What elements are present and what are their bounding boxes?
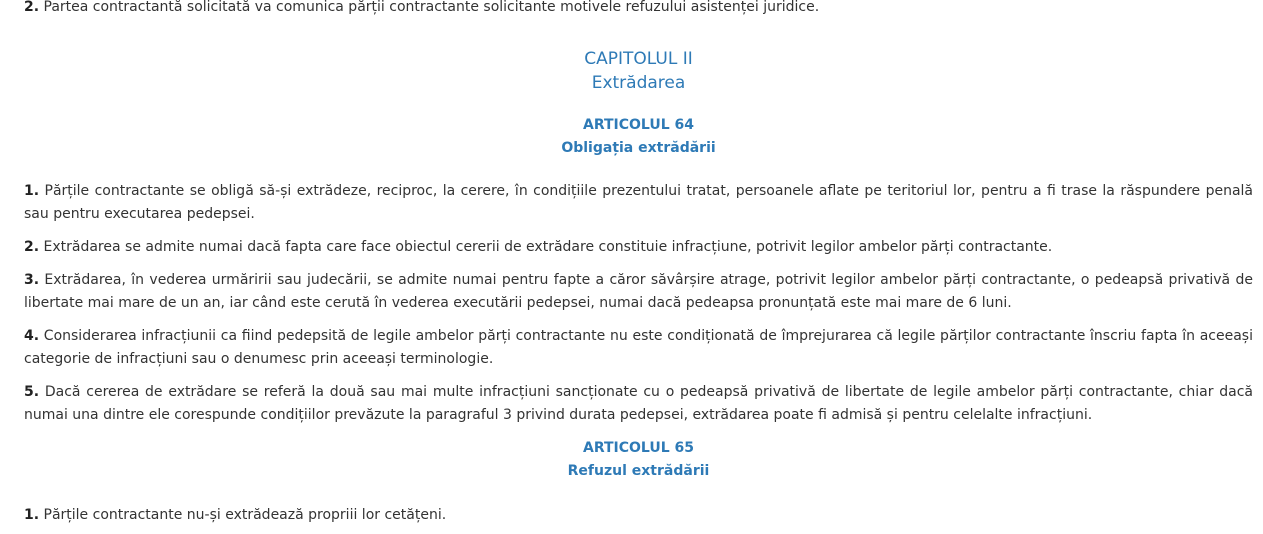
paragraph-number: 2.: [24, 239, 40, 255]
article-64-paragraph-2: [24, 236, 1253, 259]
paragraph-text: Partea contractantă solicitată va comunica părții contractante solicitante motivele refuzului asistenței juridice.: [43, 0, 820, 15]
article-heading: ARTICOLUL 64: [583, 117, 694, 133]
paragraph-2-prev-article: [24, 0, 1253, 19]
paragraph-text: Părțile contractante se obligă să-și extrădeze, reciproc, la cerere, în condițiile prezentului tratat, persoanele aflate pe teritoriul lor, pentru a fi trase la răspundere penală sau pentru executarea pedepsei.: [24, 183, 1253, 222]
paragraph-text: Părțile contractante nu-și extrădează propriii lor cetățeni.: [43, 507, 447, 523]
paragraph-number: 1.: [24, 507, 40, 523]
article-64-paragraph-4: [24, 325, 1253, 370]
chapter-heading: CAPITOLUL II: [584, 49, 693, 69]
chapter-title: Extrădarea: [591, 73, 686, 93]
paragraph-text: Extrădarea, în vederea urmăririi sau judecării, se admite numai pentru fapte a căror săvârșire atrage, potrivit legilor ambelor părți contractante, o pedeapsă privativă de libertate mai mare de un an, iar când este cerută în vederea executării pedepsei, numai dacă pedeapsa pronunțată este mai mare de 6 luni.: [24, 272, 1253, 311]
article-title: Refuzul extrădării: [567, 463, 710, 479]
paragraph-number: 2.: [24, 0, 40, 15]
article-heading: ARTICOLUL 65: [583, 440, 694, 456]
paragraph-number: 5.: [24, 384, 40, 400]
article-65-header: [24, 437, 1253, 483]
chapter-header: [24, 47, 1253, 95]
paragraph-text: Extrădarea se admite numai dacă fapta care face obiectul cererii de extrădare constituie infracțiune, potrivit legilor ambelor părți contractante.: [43, 239, 1053, 255]
article-64-paragraph-1: [24, 180, 1253, 225]
article-65-paragraph-1: [24, 504, 1253, 527]
paragraph-number: 1.: [24, 183, 40, 199]
article-64-paragraph-3: [24, 269, 1253, 314]
paragraph-text: Dacă cererea de extrădare se referă la două sau mai multe infracțiuni sancționate cu o pedeapsă privativă de libertate de legile ambelor părți contractante, chiar dacă numai una dintre ele corespunde condițiilor prevăzute la paragraful 3 privind durata pedepsei, extrădarea poate fi admisă și pentru celelalte infracțiuni.: [24, 384, 1253, 423]
article-64-header: [24, 114, 1253, 160]
article-64-paragraph-5: [24, 381, 1253, 426]
article-title: Obligația extrădării: [561, 140, 716, 156]
paragraph-number: 3.: [24, 272, 40, 288]
paragraph-text: Considerarea infracțiunii ca fiind pedepsită de legile ambelor părți contractante nu este condiționată de împrejurarea că legile părților contractante înscriu fapta în aceeași categorie de infracțiuni sau o denumesc prin aceeași terminologie.: [24, 328, 1253, 367]
paragraph-number: 4.: [24, 328, 40, 344]
